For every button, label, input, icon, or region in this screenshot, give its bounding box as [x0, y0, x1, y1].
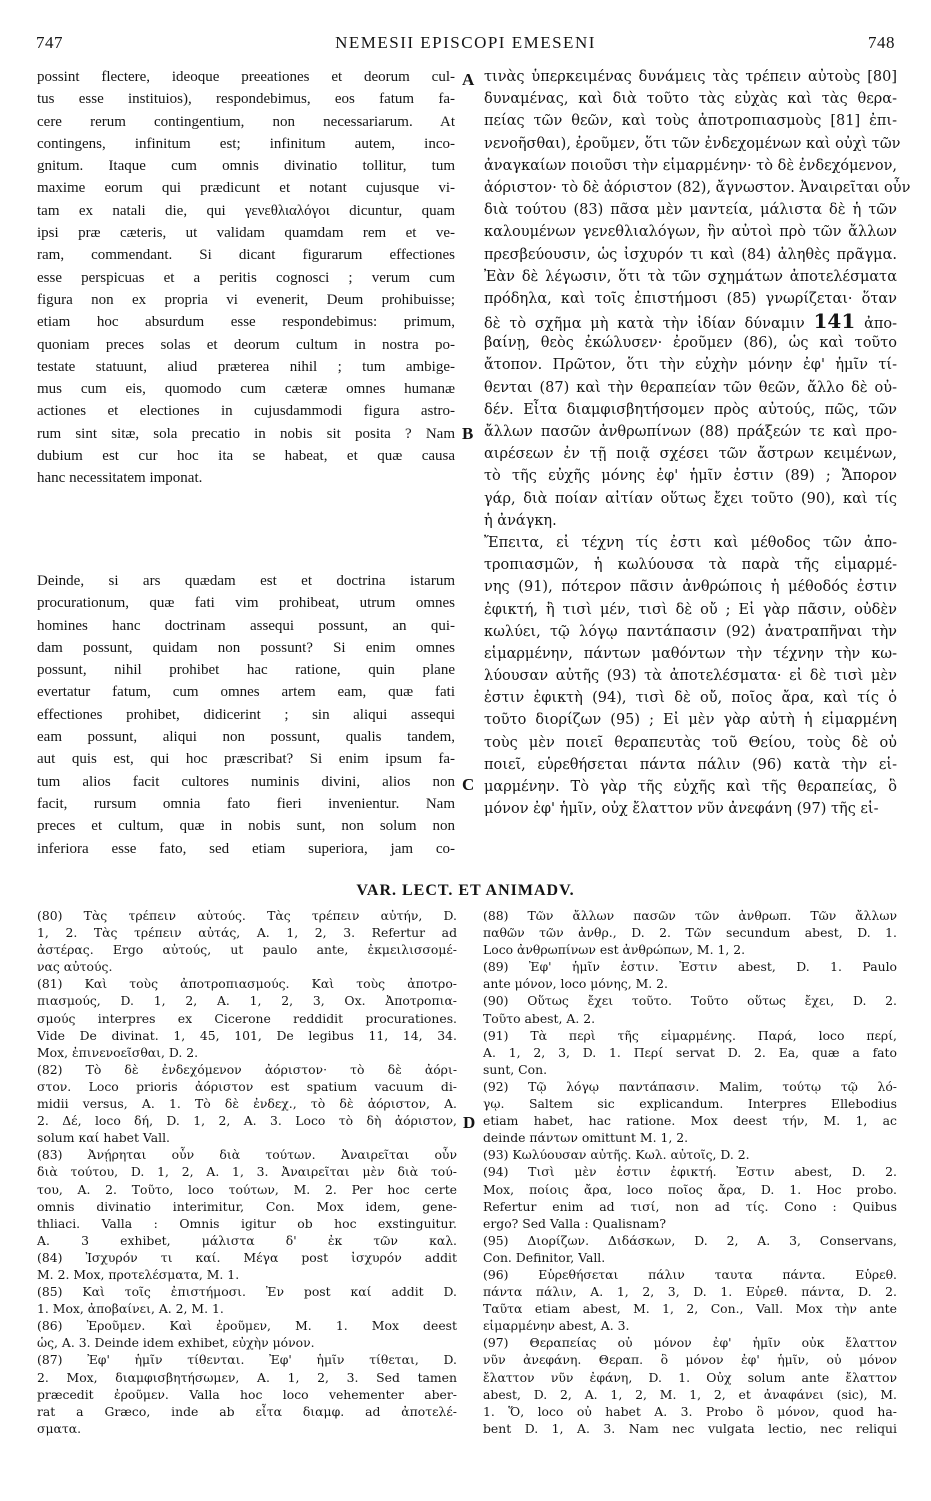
note-line: (83) Ἀνῄρηται οὖν διὰ τούτων. Ἀναιρεῖται οὖν — [37, 1147, 457, 1163]
greek-text-line: τοὺς μὲν ποιεῖ θεραπευτὰς τοῦ Θείου, τοὺς δὲ οὐ — [484, 734, 897, 751]
note-line: sunt, Con. — [483, 1061, 548, 1077]
greek-text-line: γάρ, διὰ ποίαν αἰτίαν οὕτως ἔχει τοῦτο (90), καὶ τίς — [484, 490, 897, 507]
latin-text-line: testate statuunt, aliud præterea nihil ; tum ambige- — [37, 358, 455, 375]
greek-text-line: τὸ τῆς εὐχῆς μόνης ἐφ' ἡμῖν ἐστιν (89) ; Ἄπορον — [484, 468, 897, 485]
greek-text-line: μόνον ἐφ' ἡμῖν, οὐχ ἔλαττον νῦν ἀνεφάνη (97) τῆς εἱ- — [484, 801, 879, 818]
latin-text-line: figura non ex propria vi evenerit, Deum prohibuisse; — [37, 291, 455, 308]
note-line: (91) Τὰ περὶ τῆς εἱμαρμένης. Παρά, loco περί, — [483, 1027, 897, 1043]
latin-text-line: maxime eorum qui prædicunt et notant cujusque vi- — [37, 180, 455, 197]
variant-readings-heading: VAR. LECT. ET ANIMADV. — [356, 882, 575, 899]
note-line: νῦν ἀνεφάνη. Θεραπ. ὃ μόνον ἐφ' ἡμῖν, οὐ μόνον — [483, 1352, 897, 1368]
note-line: (82) Τὸ δὲ ἐνδεχόμενον ἀόριστον· τὸ δὲ ἀόρι- — [37, 1061, 457, 1077]
greek-text-line: εἱμαρμένην, πάντων μαθόντων τὴν τέχνην τὴν κω- — [484, 645, 897, 662]
note-line: Mox, ποίοις ἄρα, loco ποῖος ἄρα, D. 1. Hoc probo. — [483, 1181, 897, 1197]
greek-text-line: Ἐὰν δὲ λέγωσιν, ὅτι τὰ τῶν σχημάτων ἀποτελέσματα — [484, 268, 897, 285]
greek-text-line: ἀναγκαίων ποιοῦσι τὴν εἱμαρμένην· τὸ δὲ ἐνδεχόμενον, — [484, 157, 897, 174]
greek-text-line: δέν. Εἶτα διαμφισβητήσομεν πρὸς αὐτούς, πῶς, τῶν — [484, 401, 897, 418]
note-line: σμούς interpres ex Cicerone reddidit procurationes. — [37, 1010, 457, 1026]
greek-text-line: τινὰς ὑπερκειμένας δυνάμεις τὰς τρέπειν αὐτοὺς [80] — [484, 69, 897, 85]
greek-text-line: βαίνῃ, θεὸς ἐκώλυσεν· ἐροῦμεν (86), ὡς καὶ τοῦτο — [484, 335, 897, 352]
note-line: (86) Ἐροῦμεν. Καὶ ἐροῦμεν, M. 1. Mox deest — [37, 1318, 457, 1334]
note-line: Mox, ἐπινενοεῖσθαι, D. 2. — [37, 1044, 199, 1060]
greek-text-line: δυναμένας, καὶ διὰ τοῦτο τὰς εὐχὰς καὶ τὰς θερα- — [484, 91, 897, 108]
note-line: abest, D. 2, A. 1, 2, M. 1, 2, et ἀναφάνει (sic), M. — [483, 1386, 897, 1402]
latin-text-line: tam ex natali die, qui γενεθλιαλόγοι dicuntur, quam — [37, 202, 455, 219]
greek-text-line: τοῦτο διορίζων (95) ; Εἰ μὲν γὰρ αὐτὴ ἡ εἱμαρμένη — [484, 712, 897, 729]
latin-text-line: preces et cultum, quæ in nobis sunt, non solum non — [37, 818, 455, 835]
greek-text-line: ποιεῖ, εὑρεθήσεται πάντα πάλιν (96) κατὰ τὴν εἱ- — [484, 756, 897, 773]
note-line: ἀστέρας. Ergo αὐτούς, ut paulo ante, ἐκμειλισσομέ- — [37, 942, 457, 958]
latin-text-line: tus esse instituios), respondebimus, eos fatum fa- — [37, 91, 455, 108]
notes-column-left — [37, 907, 457, 1437]
note-line: (87) Ἐφ' ἡμῖν τίθενται. Ἐφ' ἡμῖν τίθεται, D. — [37, 1352, 457, 1368]
notes-column-right — [483, 907, 897, 1437]
greek-text-line: διὰ τούτου (83) πᾶσα μὲν μαντεία, μάλιστα δὲ ἡ τῶν — [484, 202, 897, 219]
note-line: Loco ἀνθρωπίνων est ἀνθρώπων, M. 1, 2. — [483, 942, 746, 958]
note-line: (93) Κωλύουσαν αὐτῆς. Κωλ. αὐτοῖς, D. 2. — [483, 1147, 750, 1163]
greek-text-line: Ἔπειτα, εἰ τέχνη τίς ἐστι καὶ μέθοδος τῶν ἀπο- — [484, 534, 897, 551]
note-line: (94) Τισὶ μὲν ἐστιν ἐφικτή. Ἐστιν abest, D. 2. — [483, 1164, 897, 1180]
greek-column — [484, 66, 911, 820]
latin-text-line: etiam hoc absurdum esse respondebimus: primum, — [37, 314, 455, 331]
latin-text-line: cere rerum contingentium, non necessariarum. At — [37, 113, 455, 130]
note-line: (95) Διορίζων. Διδάσκων, D. 2, A. 3, Conservans, — [483, 1232, 897, 1248]
note-line: solum καί habet Vall. — [37, 1130, 170, 1146]
latin-column-top — [37, 66, 455, 490]
note-line: Refertur enim ad τισί, non ad τίς. Cono : Quibus — [483, 1198, 897, 1214]
margin-marker-c: C — [462, 775, 475, 794]
margin-marker-b: B — [462, 424, 474, 443]
latin-text-line: eam possunt, aliqui non possunt, qualis tandem, — [37, 729, 455, 746]
greek-text-line: ἐστιν ἐφικτὴ (94), τισὶ δὲ οὔ, ποῖος ἄρα, καὶ τίς ὁ — [484, 690, 897, 707]
note-line: præcedit ἐροῦμεν. Valla hoc loco vehementer aber- — [37, 1386, 457, 1402]
note-line: (80) Τὰς τρέπειν αὐτούς. Τὰς τρέπειν αὐτήν, D. — [37, 908, 457, 923]
latin-text-line: possint flectere, ideoque preeationes et deorum cul- — [37, 69, 455, 85]
note-line: στον. Loco prioris ἀόριστον est spatium vacuum di- — [37, 1078, 457, 1094]
latin-text-line: facit, rursum omnia fato fieri invenientur. Nam — [37, 795, 455, 812]
note-line: σματα. — [37, 1420, 82, 1436]
latin-text-line: actiones et electiones in cujusdammodi figura astro- — [37, 403, 455, 420]
note-line: thliaci. Valla : Omnis igitur ob hoc exstinguitur. — [37, 1215, 457, 1231]
latin-text-line: ipsi præ cæteris, ut validam quamdam rem et ve- — [37, 225, 455, 242]
greek-text-line: πρεσβεύουσιν, ὡς ἰσχυρόν τι καὶ (84) ἀληθὲς πρᾶγμα. — [484, 246, 897, 263]
note-line: (88) Τῶν ἄλλων πασῶν τῶν ἀνθρωπ. Τῶν ἄλλων — [483, 908, 897, 923]
latin-text-line: ram, commendant. Si dicant figurarum effectiones — [37, 247, 455, 264]
greek-text-line: καλουμένων γενεθλιαλόγων, ἣν αὐτοὶ πρὸ τῶν ἄλλων — [484, 224, 897, 241]
note-line: midii versus, A. 1. Τὸ δὲ ἐνδεχ., τὸ δὲ ἀόριστον, A. — [37, 1096, 457, 1112]
note-line: 1. Mox, ἀποβαίνει, A. 2, M. 1. — [37, 1301, 224, 1317]
note-line: (96) Εὑρεθήσεται πάλιν ταυτα πάντα. Εὑρεθ. — [483, 1266, 897, 1282]
greek-hyphenated-word: ἀπο- — [864, 316, 898, 333]
latin-text-line: procurationum, quæ fati vim prohibeat, utrum omnes — [37, 595, 455, 612]
greek-text-line: δὲ τὸ σχῆμα μὴ κατὰ τὴν ἰδίαν δύναμιν 141 ἀπο- — [484, 309, 898, 334]
note-line: ἔλαττον νῦν ἐφάνη, D. 1. Οὐχ solum ante ἔλαττον — [483, 1369, 897, 1385]
latin-text-line: dubium est cur hoc ita se habeat, et quæ causa — [37, 448, 455, 465]
note-line: διὰ τούτου, D. 1, 2, A. 1, 3. Ἀναιρεῖται μὲν διὰ τού- — [37, 1164, 457, 1180]
note-line: ergo? Sed Valla : Qualisnam? — [483, 1215, 667, 1231]
note-line: A. 3 exhibet, μάλιστα δ' ἐκ τῶν καλ. — [37, 1232, 457, 1248]
note-line: παθῶν τῶν ἀνθρ., D. 2. Τῶν secundum abest, D. 1. — [483, 925, 897, 941]
note-line: νας αὐτούς. — [37, 959, 113, 975]
greek-text-line: αιρέσεων ἐν τῇ ποιᾷ σχέσει τῶν ἄστρων κειμένων, — [484, 446, 897, 463]
column-number: 141 — [813, 309, 856, 334]
note-line: deinde πάντων omittunt M. 1, 2. — [483, 1130, 689, 1146]
running-title: NEMESII EPISCOPI EMESENI — [335, 33, 596, 52]
note-line: 1, 2. Τὰς τρέπειν αὐτάς, A. 1, 2, 3. Refertur ad — [37, 925, 457, 941]
page-number-left: 747 — [36, 33, 63, 52]
note-line: (84) Ἰσχυρόν τι καί. Μέγα post ἰσχυρόν addit — [37, 1249, 457, 1265]
note-line: rat a Græco, inde ab εἶτα διαμφ. ad ἀποτελέ- — [37, 1403, 457, 1419]
note-line: γῳ. Saltem sic explicandum. Interpres Ellebodius — [483, 1096, 897, 1112]
latin-text-line: dam possunt, quidam non possunt? Si enim omnes — [37, 639, 455, 656]
latin-text-line: evertatur fatum, cum omnes artem eam, quæ fati — [37, 684, 455, 701]
greek-text-line: πείας τῶν θεῶν, καὶ τοὺς ἀποτροπιασμοὺς [81] ἐπι- — [484, 113, 897, 130]
greek-text-line: ἐφικτή, ἢ τισὶ μέν, τισὶ δὲ οὔ ; Εἰ γὰρ πᾶσιν, οὐδὲν — [484, 601, 897, 618]
latin-text-line: homines hanc doctrinam assequi possunt, an qui- — [37, 617, 455, 634]
page-number-right: 748 — [868, 33, 895, 52]
latin-text-line: rum sint sitæ, sola precatio in nobis sit posita ? Nam — [37, 425, 455, 442]
margin-marker-a: A — [462, 70, 475, 89]
note-line: ante μόνον, loco μόνης, M. 2. — [483, 976, 668, 992]
latin-text-line: tum alios facit cultores numinis divini, alios non — [37, 773, 455, 790]
note-line: 2. Mox, διαμφισβητήσωμεν, A. 1, 2, 3. Sed tamen — [37, 1369, 457, 1385]
note-line: εἱμαρμένην abest, A. 3. — [483, 1318, 630, 1334]
note-line: πιασμούς, D. 1, 2, A. 1, 2, 3, Ox. Ἀποτροπια- — [37, 993, 457, 1009]
note-line: omnis divinatio interimitur, Con. Mox idem, gene- — [37, 1198, 457, 1214]
greek-text-line: λύουσαν αὐτῆς (93) τὰ ἀποτελέσματα· εἰ δὲ τισὶ μὲν — [484, 668, 897, 685]
note-line: πάντα πάλιν, A. 1, 2, 3, D. 1. Εὑρεθ. πάντα, D. 2. — [483, 1284, 897, 1300]
page-header — [0, 0, 931, 60]
note-line: 1. Ὅ, loco οὐ habet A. 3. Probo ὃ μόνον, quod ha- — [483, 1403, 897, 1419]
greek-text-line: ἄτοπον. Πρῶτον, ὅτι τὴν εὐχὴν μόνην ἐφ' ἡμῖν τί- — [484, 357, 897, 374]
note-line: (90) Οὕτως ἔχει τοῦτο. Τοῦτο οὕτως ἔχει, D. 2. — [483, 993, 897, 1009]
latin-column-bottom — [37, 570, 455, 860]
greek-text-line: ἄλλων πασῶν ἀνθρωπίνων (88) πράξεών τε καὶ προ- — [484, 424, 897, 440]
note-line: Τοῦτο abest, A. 2. — [483, 1010, 596, 1026]
latin-text-line: inferiora esse fato, sed etiam superiora, jam co- — [37, 840, 455, 857]
latin-text-line: contingens, infinitum est; infinitum autem, inco- — [37, 135, 455, 152]
greek-text-line: νης (91), πότερον πᾶσιν ἀνθρώποις ἡ μέθοδός ἐστιν — [484, 579, 897, 596]
latin-text-line: gnitum. Itaque cum omnis divinatio tollitur, tum — [37, 158, 455, 175]
latin-text-line: possunt, nihil prohibet hac ratione, quin plane — [37, 662, 455, 679]
note-line: M. 2. Mox, προτελέσματα, M. 1. — [37, 1266, 240, 1282]
note-line: Con. Definitor, Vall. — [483, 1249, 606, 1265]
note-line: (89) Ἐφ' ἡμῖν ἐστιν. Ἐστιν abest, D. 1. Paulo — [483, 959, 897, 975]
note-line: (81) Καὶ τοὺς ἀποτροπιασμούς. Καὶ τοὺς ἀποτρο- — [37, 976, 457, 992]
note-line: (85) Καὶ τοῖς ἐπιστήμοσι. Ἐν post καί addit D. — [37, 1284, 457, 1300]
latin-text-line: hanc necessitatem imponat. — [37, 470, 203, 487]
greek-text-line: πρόδηλα, καὶ τοῖς ἐπιστήμοσι (85) γνωρίζεται· ὅταν — [484, 290, 897, 307]
margin-marker-d: D — [463, 1113, 476, 1132]
latin-text-line: mus cum eis, quomodo cum cæteræ omnes humanæ — [37, 381, 455, 398]
note-line: bent D. 1, A. 3. Nam nec vulgata lectio, nec reliqui — [483, 1420, 897, 1436]
greek-text-line: ἀόριστον· τὸ δὲ ἀόριστον (82), ἄγνωστον. Ἀναιρεῖται οὖν — [484, 179, 911, 196]
latin-text-line: quoniam preces solas et deorum cultum in nostra po- — [37, 336, 455, 353]
latin-text-line: effectiones prohibet, didicerint ; sin aliqui assequi — [37, 706, 455, 723]
greek-text-line: νενοῆσθαι), ἐροῦμεν, ὅτι τῶν ἐνδεχομένων καὶ οὐχὶ τῶν — [484, 135, 901, 152]
greek-text-line: μαρμένην. Τὸ γὰρ τῆς εὐχῆς καὶ τῆς θεραπείας, ὃ — [484, 779, 897, 795]
note-line: (92) Τῷ λόγῳ παντάπασιν. Malim, τούτῳ τῷ λό- — [483, 1078, 897, 1094]
note-line: Ταῦτα etiam abest, M. 1, 2, Con., Vall. Mox τὴν ante — [483, 1301, 897, 1317]
greek-text-line: τροπιασμῶν, ἡ κωλύουσα τὰ παρὰ τῆς εἱμαρμέ- — [484, 557, 897, 574]
greek-text-line: κωλύει, τῷ λόγῳ παντάπασιν (92) ἀνατραπῆναι τὴν — [484, 623, 897, 640]
latin-text-line: Deinde, si ars quædam est et doctrina istarum — [37, 573, 455, 589]
note-line: Vide De divinat. 1, 45, 101, De legibus 11, 14, 34. — [37, 1027, 457, 1043]
note-line: 2. Δέ, loco δή, D. 1, 2, A. 3. Loco τὸ δὴ ἀόριστον, — [37, 1113, 457, 1129]
note-line: ὡς, A. 3. Deinde idem exhibet, εὐχὴν μόνον. — [37, 1335, 315, 1351]
greek-text-line: ἡ ἀνάγκη. — [484, 512, 557, 529]
note-line: etiam habet, hac ratione. Mox deest τήν, M. 1, ac — [483, 1113, 897, 1129]
latin-text-line: aut quis est, qui hoc præscribat? Si enim ipsum fa- — [37, 751, 455, 768]
note-line: A. 1, 2, 3, D. 1. Περί servat D. 2. Ea, quæ a fato — [483, 1044, 897, 1060]
note-line: του, A. 2. Τοῦτο, loco τούτων, M. 2. Per hoc certe — [37, 1181, 457, 1197]
greek-text-line: θενται (87) καὶ τὴν θεραπείαν τῶν θεῶν, ἄλλο δὲ οὐ- — [484, 379, 897, 396]
note-line: (97) Θεραπείας οὐ μόνον ἐφ' ἡμῖν οὐκ ἔλαττον — [483, 1335, 897, 1351]
latin-text-line: esse perspicuas et a peritis cognosci ; verum cum — [37, 269, 455, 286]
